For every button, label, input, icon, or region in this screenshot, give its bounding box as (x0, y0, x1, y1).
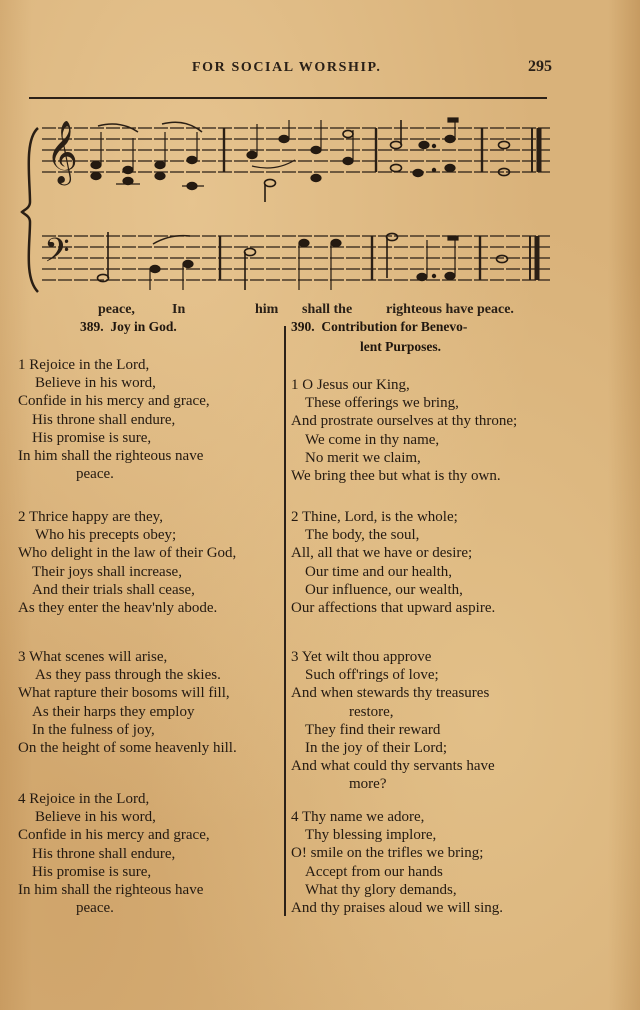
verse-line: Believe in his word, (35, 809, 156, 826)
verse-line: In the joy of their Lord; (305, 739, 448, 756)
running-title: FOR SOCIAL WORSHIP. (192, 60, 382, 75)
verse-line: And prostrate ourselves at thy throne; (291, 413, 518, 430)
verse-line: peace. (76, 466, 114, 483)
verse-line: Confide in his mercy and grace, (18, 393, 210, 410)
verse-line: In him shall the righteous nave (18, 447, 204, 464)
music-score (20, 110, 560, 317)
verse-line: And their trials shall cease, (32, 581, 195, 598)
treble-clef-icon: 𝄞 (46, 120, 78, 183)
stanza-1 (291, 376, 517, 485)
verse-line: His throne shall endure, (32, 845, 176, 862)
verse-line: Our affections that upward aspire. (291, 599, 496, 616)
verse-line: Who delight in the law of their God, (18, 545, 237, 562)
lyric-word: shall the (302, 302, 353, 317)
verse-line: As they enter the heav'nly abode. (18, 599, 218, 616)
stanza-2 (18, 508, 236, 617)
stanza-1 (18, 356, 210, 483)
hymn-number: 390. (291, 319, 315, 334)
verse-line: And when stewards thy treasures (291, 685, 490, 702)
running-header (0, 58, 640, 82)
verse-line: These offerings we bring, (305, 395, 459, 412)
column-divider (284, 326, 286, 916)
bass-clef-icon: 𝄢 (44, 232, 70, 278)
verse-line: Confide in his mercy and grace, (18, 827, 210, 844)
verse-line: 4 Thy name we adore, (291, 809, 425, 825)
hymn-title-line2: lent Purposes. (360, 339, 441, 354)
stanza-3 (18, 648, 237, 757)
verse-line: 3 What scenes will arise, (18, 649, 168, 665)
verse-line: And what could thy servants have (291, 758, 495, 775)
lyric-word: peace, (98, 302, 135, 317)
verse-line: Thy blessing implore, (305, 827, 437, 844)
verse-line: His throne shall endure, (32, 411, 176, 428)
verse-line: 1 O Jesus our King, (291, 377, 410, 393)
verse-line: Our influence, our wealth, (305, 581, 463, 598)
stanza-2 (291, 508, 495, 617)
hymn-title-continued (291, 338, 561, 356)
verse-line: They find their reward (305, 721, 441, 738)
verse-line: We come in thy name, (305, 431, 440, 448)
verse-line: What rapture their bosoms will fill, (18, 685, 230, 702)
verse-line: We bring thee but what is thy own. (291, 467, 501, 484)
verse-line: In him shall the righteous have (18, 881, 204, 898)
system-brace-icon (22, 128, 38, 292)
verse-line: more? (349, 776, 387, 793)
verse-line: His promise is sure, (32, 429, 152, 446)
stanza-3 (291, 648, 495, 794)
hymn-number: 389. (80, 319, 104, 334)
stanza-4 (18, 790, 210, 917)
verse-line: 1 Rejoice in the Lord, (18, 357, 150, 373)
verse-line: In the fulness of joy, (32, 721, 155, 738)
verse-line: peace. (76, 900, 114, 917)
verse-line: Such off'rings of love; (305, 667, 439, 684)
verse-line: The body, the soul, (305, 527, 420, 544)
verse-line: 2 Thine, Lord, is the whole; (291, 509, 458, 525)
stanza-4 (291, 808, 503, 917)
verse-line: On the height of some heavenly hill. (18, 739, 237, 756)
verse-line: 4 Rejoice in the Lord, (18, 791, 150, 807)
hymn-title (18, 318, 280, 336)
verse-line: Accept from our hands (305, 863, 443, 880)
verse-line: And thy praises aloud we will sing. (291, 899, 504, 916)
verse-line: Our time and our health, (305, 563, 453, 580)
staff-notation (20, 110, 560, 300)
hymn-389 (18, 318, 280, 917)
verse-line: restore, (349, 703, 394, 720)
verse-line: Who his precepts obey; (35, 527, 177, 544)
verse-line: As they pass through the skies. (35, 667, 221, 684)
hymn-title (291, 318, 561, 336)
verse-line: Believe in his word, (35, 375, 156, 392)
hymn-title-text: Joy in God. (110, 319, 177, 334)
header-rule (29, 97, 547, 99)
lyric-word: In (172, 302, 186, 317)
verse-line: What thy glory demands, (305, 881, 457, 898)
verse-line: No merit we claim, (305, 449, 421, 466)
verse-line: Their joys shall increase, (32, 563, 182, 580)
lyric-word: righteous have peace. (386, 302, 514, 317)
verse-line: As their harps they employ (32, 703, 195, 720)
verse-line: 3 Yet wilt thou approve (291, 649, 432, 665)
verse-line: His promise is sure, (32, 863, 152, 880)
verse-line: All, all that we have or desire; (291, 545, 473, 562)
verse-line: O! smile on the trifles we bring; (291, 845, 484, 862)
lyric-word: him (255, 302, 279, 317)
page-number: 295 (528, 58, 552, 75)
hymn-title-line1: Contribution for Benevo- (321, 319, 468, 334)
verse-line: 2 Thrice happy are they, (18, 509, 163, 525)
hymn-390 (291, 318, 561, 916)
